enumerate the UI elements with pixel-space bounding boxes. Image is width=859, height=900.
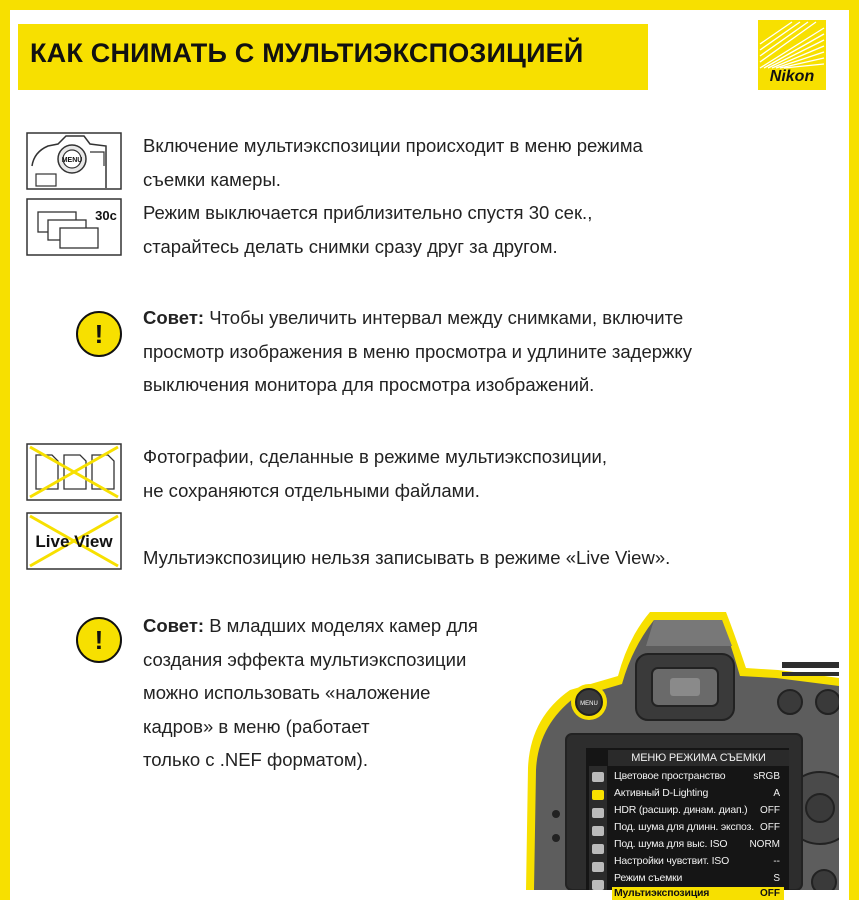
shooting-tab-icon: [592, 790, 604, 800]
menu-row-value: --: [773, 856, 780, 867]
tip1-label: Совет:: [143, 307, 205, 328]
no-separate-files-icon: [26, 443, 122, 501]
block1-line3: Режим выключается приблизительно спустя 30 сек.,: [143, 202, 593, 223]
tip1-text: [143, 301, 692, 402]
menu-row-value: NORM: [749, 839, 780, 850]
block1-text: [143, 129, 643, 263]
tip2-line3: можно использовать «наложение: [143, 682, 431, 703]
tip2-text: [143, 609, 478, 777]
tip2-line4: кадров» в меню (работает: [143, 715, 370, 737]
menu-tabs: [589, 766, 607, 890]
menu-row[interactable]: [612, 802, 784, 819]
warning-icon-2: !: [76, 617, 122, 663]
playback-tab-icon: [592, 772, 604, 782]
menu-icon-label: MENU: [61, 157, 83, 164]
menu-row-multiple-exposure[interactable]: [612, 887, 784, 900]
menu-row-value: OFF: [760, 888, 780, 899]
timer-icon-label: 30с: [95, 208, 117, 223]
camera-menu-button-icon: [26, 132, 122, 190]
liveview-icon-label: Live View: [35, 532, 113, 551]
block3-text: [143, 541, 670, 575]
nikon-logo-rays-icon: [758, 20, 826, 70]
menu-row-label: Активный D-Lighting: [614, 787, 709, 799]
menu-row-label: Под. шума для длинн. экспоз.: [614, 821, 754, 833]
menu-row-value: sRGB: [753, 771, 780, 782]
tip2-line2: создания эффекта мультиэкспозиции: [143, 648, 467, 670]
retouch-tab-icon: [592, 844, 604, 854]
block1-line1: Включение мультиэкспозиции происходит в меню режима: [143, 135, 643, 156]
custom-settings-tab-icon: [592, 808, 604, 818]
page-title: КАК СНИМАТЬ С МУЛЬТИЭКСПОЗИЦИЕЙ: [30, 38, 584, 68]
menu-row[interactable]: [612, 870, 784, 887]
tip1-line3: выключения монитора для просмотра изображений.: [143, 374, 595, 395]
nikon-logo-text: Nikon: [769, 68, 815, 85]
menu-row-label: Под. шума для выс. ISO: [614, 838, 728, 850]
menu-row[interactable]: [612, 853, 784, 870]
my-menu-tab-icon: [592, 862, 604, 872]
tip2-line1: В младших моделях камер для: [204, 615, 478, 636]
tip1-line2: просмотр изображения в меню просмотра и удлините задержку: [143, 340, 692, 362]
warning-icon: !: [76, 311, 122, 357]
timer-30s-icon: [26, 198, 122, 256]
nikon-logo: [758, 20, 826, 90]
camera-menu-label: MENU: [580, 701, 598, 707]
tip2-label: Совет:: [143, 615, 205, 636]
tip2-line5: только с .NEF форматом).: [143, 749, 368, 770]
menu-row[interactable]: [612, 785, 784, 802]
camera-menu-title: МЕНЮ РЕЖИМА СЪЕМКИ: [608, 750, 789, 766]
no-live-view-icon: [26, 512, 122, 570]
menu-row-label: Цветовое пространство: [614, 770, 726, 782]
menu-row-value: OFF: [760, 805, 780, 816]
menu-row-value: OFF: [760, 822, 780, 833]
block2-line1: Фотографии, сделанные в режиме мультиэкспозиции,: [143, 446, 608, 467]
menu-row-label: Режим съемки: [614, 872, 683, 884]
menu-row[interactable]: [612, 819, 784, 836]
menu-row[interactable]: [612, 768, 784, 785]
menu-row-label: Настройки чувствит. ISO: [614, 855, 730, 867]
camera-shooting-menu: [586, 748, 789, 890]
block1-line2: съемки камеры.: [143, 168, 281, 190]
menu-row-label: HDR (расшир. динам. диап.): [614, 804, 748, 816]
block1-line4: старайтесь делать снимки сразу друг за другом.: [143, 235, 558, 257]
menu-row-value: S: [773, 873, 780, 884]
tip1-line1: Чтобы увеличить интервал между снимками, включите: [204, 307, 684, 328]
menu-row-value: A: [773, 788, 780, 799]
setup-tab-icon: [592, 826, 604, 836]
menu-row[interactable]: [612, 836, 784, 853]
block2-line2: не сохраняются отдельными файлами.: [143, 479, 480, 501]
help-icon: [592, 880, 604, 890]
block2-text: [143, 440, 607, 507]
block3-line1: Мультиэкспозицию нельзя записывать в режиме «Live View».: [143, 547, 671, 568]
menu-row-label: Мультиэкспозиция: [614, 887, 710, 899]
